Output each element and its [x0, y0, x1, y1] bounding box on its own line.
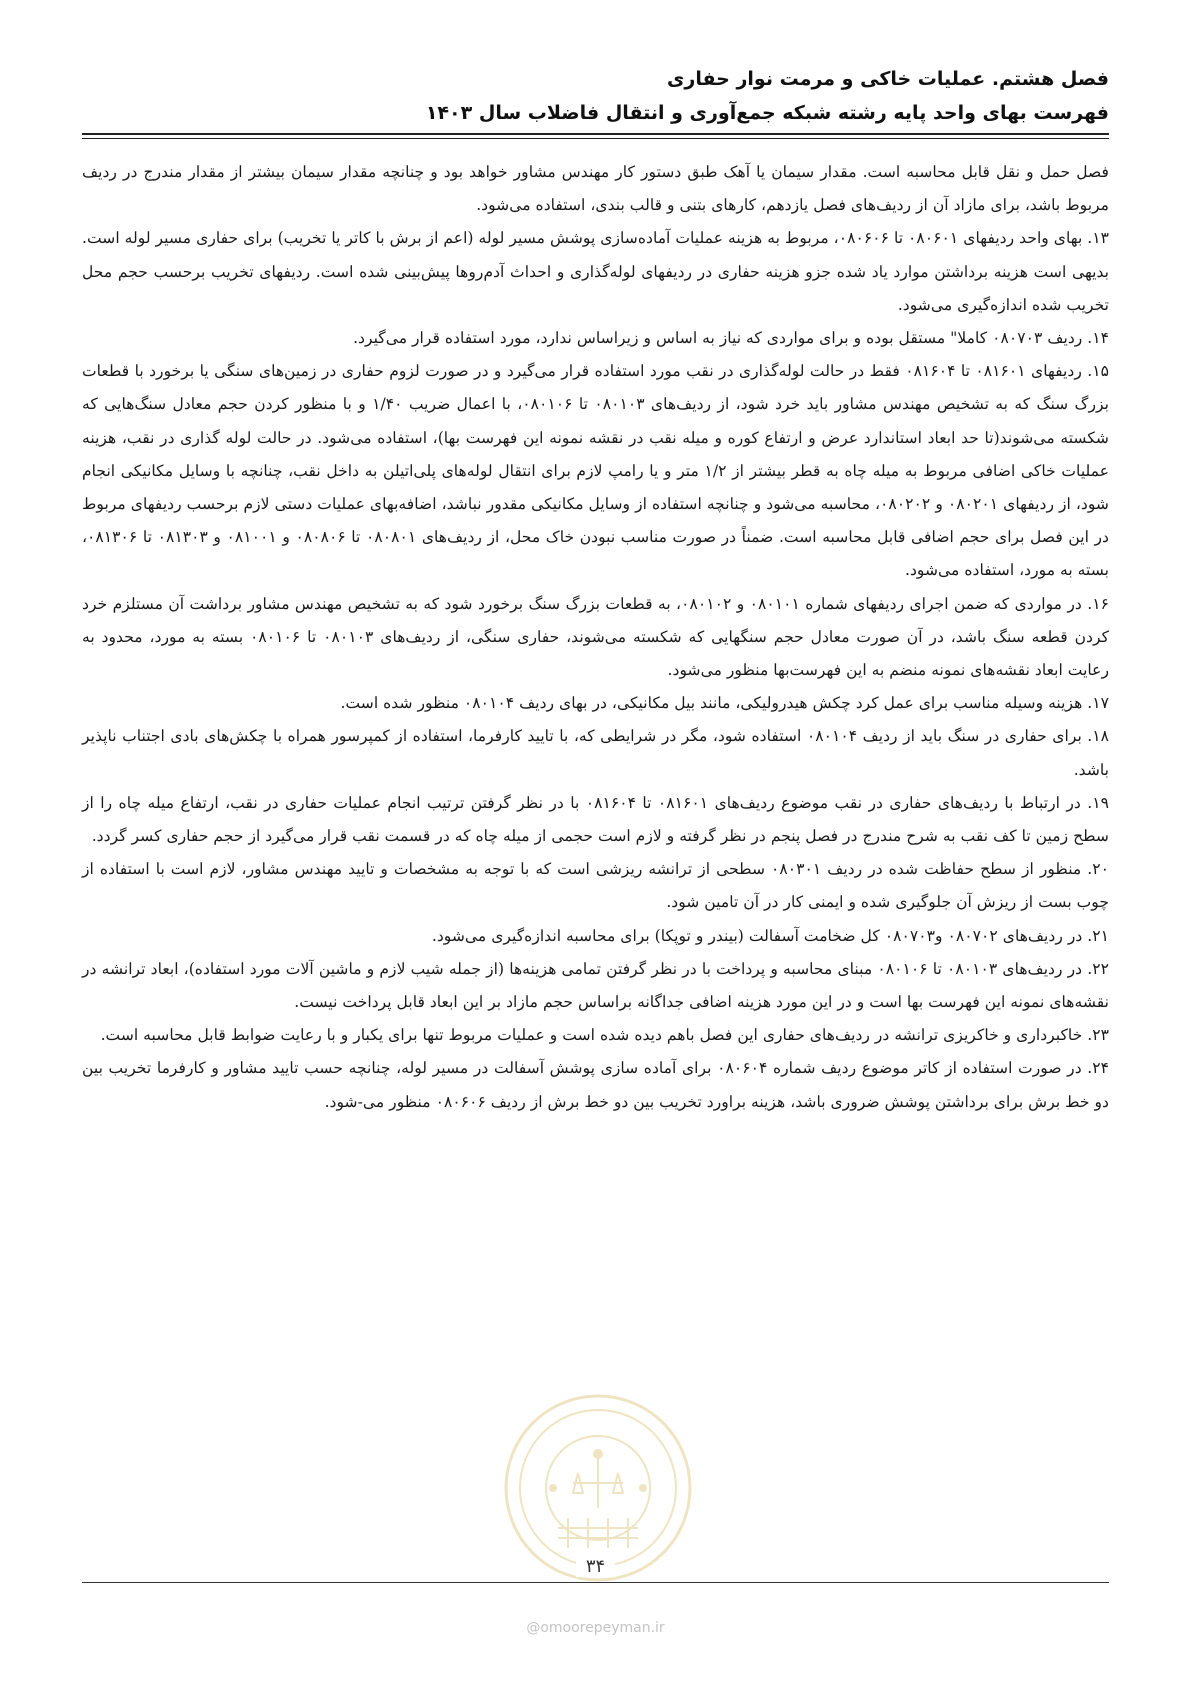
site-credit: @omoorepeyman.ir [526, 1620, 665, 1636]
paragraph: ۲۳. خاکبرداری و خاکریزی ترانشه در ردیف‌های حفاری این فصل باهم دیده شده است و عملیات مربوط تنها برای یکبار و با رعایت ضوابط قابل محاسبه است. [100, 1026, 1109, 1045]
paragraph: ۱۹. در ارتباط با ردیف‌های حفاری در نقب موضوع ردیف‌های ۰۸۱۶۰۱ تا ۰۸۱۶۰۴ با در نظر گرفتن ترتیب انجام عملیات حفاری در نقب، ارتفاع میله چاه را از سطح زمین تا کف نقب به شرح مندرج در فصل پنجم در نظر گرفته و لازم است حجمی از میله چاه که در قسمت نقب قرار می‌گیرد از حجم حفاری کسر گردد. [82, 793, 1109, 846]
body-text [82, 156, 1109, 1119]
paragraph: ۲۰. منظور از سطح حفاظت شده در ردیف ۰۸۰۳۰۱ سطحی از ترانشه ریزشی است که با توجه به مشخصات و تایید مهندس مشاور، لازم است با استفاده از چوب بست از ریزش آن جلوگیری شده و ایمنی کار در آن تامین شود. [82, 860, 1109, 912]
chapter-title: فصل هشتم. عملیات خاکی و مرمت نوار حفاری [667, 68, 1109, 90]
page-number [0, 1556, 1191, 1577]
paragraph: ۱۷. هزینه وسیله مناسب برای عمل کرد چکش هیدرولیکی، مانند بیل مکانیکی، در بهای ردیف ۰۸۰۱۰۴ منظور شده است. [340, 694, 1109, 713]
book-title: فهرست بهای واحد پایه رشته شبکه جمع‌آوری و انتقال فاضلاب سال ۱۴۰۳ [425, 102, 1109, 124]
header-divider [82, 133, 1109, 135]
paragraph: ۱۳. بهای واحد ردیفهای ۰۸۰۶۰۱ تا ۰۸۰۶۰۶، مربوط به هزینه عملیات آماده‌سازی پوشش مسیر لوله (اعم از برش با کاتر یا تخریب) برای حفاری مسیر لوله است. بدیهی است هزینه برداشتن موارد یاد شده جزو هزینه حفاری در ردیفهای لوله‌گذاری و احداث آدم‌روها پیش‌بینی شده است. ردیفهای تخریب برحسب حجم محل تخریب شده اندازه‌گیری می‌شود. [82, 229, 1110, 314]
paragraph: ۲۲. در ردیف‌های ۰۸۰۱۰۳ تا ۰۸۰۱۰۶ مبنای محاسبه و پرداخت با در نظر گرفتن تمامی هزینه‌ها (از جمله شیب لازم و ماشین آلات مورد استفاده)، ابعاد ترانشه در نقشه‌های نمونه این فهرست بها است و در این مورد هزینه اضافی جداگانه براساس حجم مازاد بر این ابعاد قابل پرداخت نیست. [82, 959, 1109, 1012]
footer-divider [82, 1582, 1109, 1583]
paragraph: ۲۴. در صورت استفاده از کاتر موضوع ردیف شماره ۰۸۰۶۰۴ برای آماده سازی پوشش آسفالت در مسیر لوله، چنانچه حسب تایید مشاور و کارفرما تخریب بین دو خط برش برای برداشتن پوشش ضروری باشد، هزینه براورد تخریب بین دو خط برش از ردیف ۰۸۰۶۰۶ منظور می-شود. [82, 1059, 1110, 1111]
page-header [82, 62, 1109, 130]
paragraph: ۱۴. ردیف ۰۸۰۷۰۳ کاملا" مستقل بوده و برای مواردی که نیاز به اساس و زیراساس ندارد، مورد استفاده قرار می‌گیرد. [353, 329, 1109, 348]
paragraph: ۲۱. در ردیف‌های ۰۸۰۷۰۲ و۰۸۰۷۰۳ کل ضخامت آسفالت (بیندر و توپکا) برای محاسبه اندازه‌گیری می‌شود. [431, 926, 1109, 945]
paragraph: فصل حمل و نقل قابل محاسبه است. مقدار سیمان یا آهک طبق دستور کار مهندس مشاور خواهد بود و چنانچه مقدار سیمان بیشتر از مقدار مندرج در ردیف مربوط باشد، برای مازاد آن از ردیف‌های فصل یازدهم، کارهای بتنی و قالب بندی، استفاده می‌شود. [82, 163, 1109, 215]
header-divider-thin [82, 138, 1109, 139]
paragraph: ۱۸. برای حفاری در سنگ باید از ردیف ۰۸۰۱۰۴ استفاده شود، مگر در شرایطی که، با تایید کارفرما، استفاده از کمپرسور همراه با چکش‌های بادی اجتناب ناپذیر باشد. [82, 727, 1110, 779]
paragraph: ۱۶. در مواردی که ضمن اجرای ردیفهای شماره ۰۸۰۱۰۱ و ۰۸۰۱۰۲، به قطعات بزرگ سنگ برخورد شود که به تشخیص مهندس مشاور برداشت آن مستلزم خرد کردن قطعه سنگ باشد، در آن صورت معادل حجم سنگهایی که شکسته می‌شوند، حفاری سنگی، از ردیف‌های ۰۸۰۱۰۳ تا ۰۸۰۱۰۶ بسته به مورد، محدود به رعایت ابعاد نقشه‌های نمونه منضم به این فهرست‌بها منظور می‌شود. [82, 594, 1110, 680]
paragraph: ۱۵. ردیفهای ۰۸۱۶۰۱ تا ۰۸۱۶۰۴ فقط در حالت لوله‌گذاری در نقب مورد استفاده قرار می‌گیرد و در صورت لزوم حفاری در زمین‌های سنگی یا برخورد با قطعات بزرگ سنگ که به تشخیص مهندس مشاور باید خرد شود، از ردیف‌های ۰۸۰۱۰۳ تا ۰۸۰۱۰۶، با اعمال ضریب ۱/۴۰ و با منظور کردن حجم معادل سنگ‌هایی که شکسته می‌شوند(تا حد ابعاد استاندارد عرض و ارتفاع کوره و میله نقب در نقشه نمونه این فهرست بها)، استفاده می‌شود. در حالت لوله گذاری در نقب، هزینه عملیات خاکی اضافی مربوط به میله چاه به قطر بیشتر از ۱/۲ متر و یا رامپ لازم برای انتقال لوله‌های پلی‌اتیلن به داخل نقب، چنانچه با وسایل مکانیکی انجام شود، از ردیفهای ۰۸۰۲۰۱ و ۰۸۰۲۰۲، محاسبه می‌شود و چنانچه استفاده از وسایل مکانیکی مقدور نباشد، اضافه‌بهای عملیات دستی لازم برحسب ردیفهای مربوط در این فصل برای حجم اضافی قابل محاسبه است. ضمناً در صورت مناسب نبودن خاک محل، از ردیف‌های ۰۸۰۸۰۱ تا ۰۸۰۸۰۶ و ۰۸۱۰۰۱ و ۰۸۱۳۰۳ تا ۰۸۱۳۰۶، بسته به مورد، استفاده می‌شود. [82, 362, 1110, 580]
page-number-text: ۳۴ [576, 1556, 615, 1577]
